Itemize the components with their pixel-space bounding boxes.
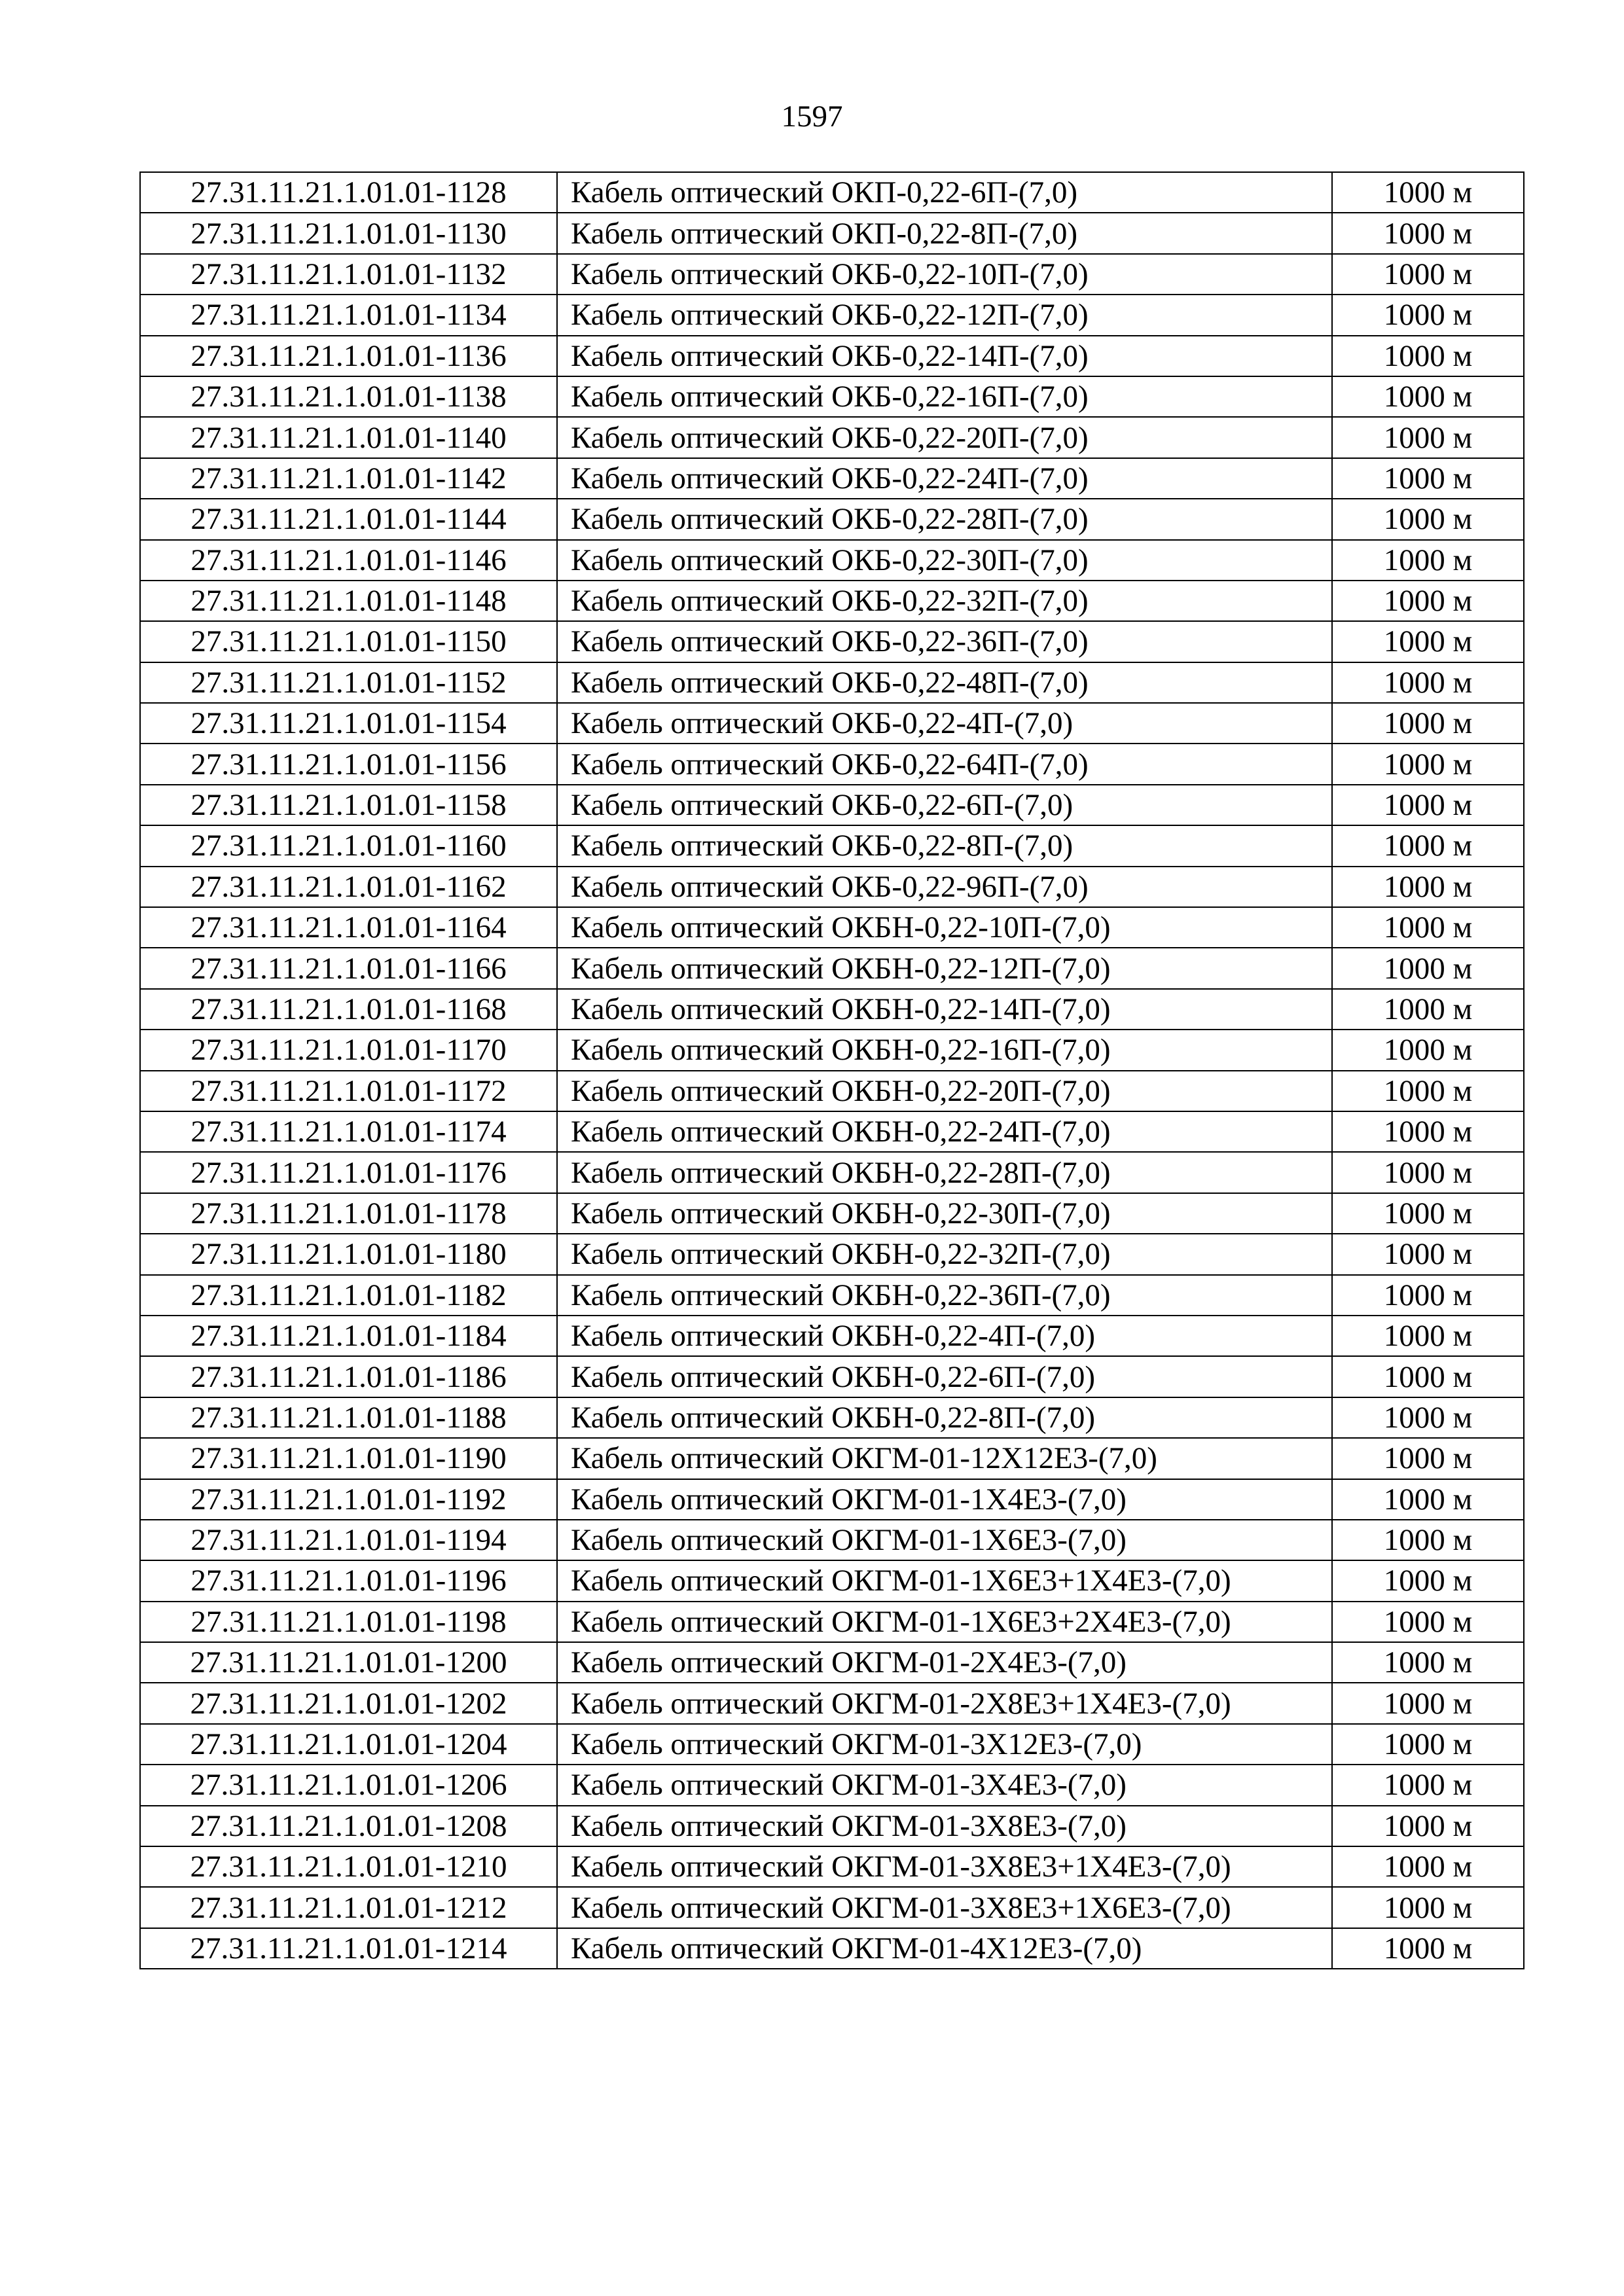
name-cell: Кабель оптический ОКГМ-01-12Х12Е3-(7,0) — [557, 1438, 1332, 1479]
code-cell: 27.31.11.21.1.01.01-1186 — [140, 1356, 557, 1397]
code-cell: 27.31.11.21.1.01.01-1148 — [140, 581, 557, 621]
table-row — [140, 1765, 1524, 1805]
name-cell: Кабель оптический ОКБН-0,22-12П-(7,0) — [557, 948, 1332, 988]
unit-cell: 1000 м — [1332, 662, 1524, 703]
table-row — [140, 1560, 1524, 1601]
table-body — [140, 172, 1524, 1969]
code-cell: 27.31.11.21.1.01.01-1134 — [140, 295, 557, 335]
code-cell: 27.31.11.21.1.01.01-1132 — [140, 254, 557, 295]
name-cell: Кабель оптический ОКБН-0,22-36П-(7,0) — [557, 1275, 1332, 1316]
unit-cell: 1000 м — [1332, 703, 1524, 744]
name-cell: Кабель оптический ОКГМ-01-4Х12Е3-(7,0) — [557, 1928, 1332, 1969]
table-row — [140, 785, 1524, 825]
name-cell: Кабель оптический ОКБ-0,22-30П-(7,0) — [557, 540, 1332, 581]
name-cell: Кабель оптический ОКБ-0,22-64П-(7,0) — [557, 744, 1332, 784]
table-row — [140, 1438, 1524, 1479]
table-row — [140, 1642, 1524, 1683]
code-cell: 27.31.11.21.1.01.01-1198 — [140, 1602, 557, 1642]
unit-cell: 1000 м — [1332, 417, 1524, 457]
code-cell: 27.31.11.21.1.01.01-1156 — [140, 744, 557, 784]
code-cell: 27.31.11.21.1.01.01-1154 — [140, 703, 557, 744]
code-cell: 27.31.11.21.1.01.01-1174 — [140, 1111, 557, 1152]
code-cell: 27.31.11.21.1.01.01-1206 — [140, 1765, 557, 1805]
code-cell: 27.31.11.21.1.01.01-1146 — [140, 540, 557, 581]
table-row — [140, 1520, 1524, 1560]
table-row — [140, 1479, 1524, 1520]
table-row — [140, 1724, 1524, 1765]
code-cell: 27.31.11.21.1.01.01-1130 — [140, 213, 557, 253]
name-cell: Кабель оптический ОКБ-0,22-12П-(7,0) — [557, 295, 1332, 335]
code-cell: 27.31.11.21.1.01.01-1128 — [140, 172, 557, 213]
table-row — [140, 417, 1524, 457]
table-row — [140, 867, 1524, 907]
table-row — [140, 907, 1524, 948]
unit-cell: 1000 м — [1332, 1765, 1524, 1805]
unit-cell: 1000 м — [1332, 376, 1524, 417]
name-cell: Кабель оптический ОКБН-0,22-4П-(7,0) — [557, 1316, 1332, 1356]
table-row — [140, 1846, 1524, 1887]
table-row — [140, 1356, 1524, 1397]
code-cell: 27.31.11.21.1.01.01-1194 — [140, 1520, 557, 1560]
name-cell: Кабель оптический ОКГМ-01-3Х4Е3-(7,0) — [557, 1765, 1332, 1805]
table-row — [140, 1887, 1524, 1928]
unit-cell: 1000 м — [1332, 458, 1524, 499]
name-cell: Кабель оптический ОКБН-0,22-20П-(7,0) — [557, 1071, 1332, 1111]
unit-cell: 1000 м — [1332, 1520, 1524, 1560]
unit-cell: 1000 м — [1332, 1030, 1524, 1070]
table-row — [140, 1234, 1524, 1274]
name-cell: Кабель оптический ОКГМ-01-1Х6Е3-(7,0) — [557, 1520, 1332, 1560]
name-cell: Кабель оптический ОКБ-0,22-28П-(7,0) — [557, 499, 1332, 539]
table-row — [140, 254, 1524, 295]
table-row — [140, 581, 1524, 621]
name-cell: Кабель оптический ОКГМ-01-1Х4Е3-(7,0) — [557, 1479, 1332, 1520]
page-number: 1597 — [781, 99, 843, 134]
code-cell: 27.31.11.21.1.01.01-1152 — [140, 662, 557, 703]
unit-cell: 1000 м — [1332, 1111, 1524, 1152]
code-cell: 27.31.11.21.1.01.01-1202 — [140, 1683, 557, 1723]
table-row — [140, 1683, 1524, 1723]
table-row — [140, 376, 1524, 417]
unit-cell: 1000 м — [1332, 621, 1524, 662]
table-row — [140, 499, 1524, 539]
table-row — [140, 1806, 1524, 1846]
name-cell: Кабель оптический ОКБН-0,22-10П-(7,0) — [557, 907, 1332, 948]
unit-cell: 1000 м — [1332, 336, 1524, 376]
unit-cell: 1000 м — [1332, 1234, 1524, 1274]
unit-cell: 1000 м — [1332, 1316, 1524, 1356]
name-cell: Кабель оптический ОКБ-0,22-6П-(7,0) — [557, 785, 1332, 825]
unit-cell: 1000 м — [1332, 581, 1524, 621]
name-cell: Кабель оптический ОКБН-0,22-24П-(7,0) — [557, 1111, 1332, 1152]
name-cell: Кабель оптический ОКБН-0,22-8П-(7,0) — [557, 1397, 1332, 1438]
code-cell: 27.31.11.21.1.01.01-1138 — [140, 376, 557, 417]
name-cell: Кабель оптический ОКБ-0,22-32П-(7,0) — [557, 581, 1332, 621]
table-row — [140, 1602, 1524, 1642]
unit-cell: 1000 м — [1332, 1560, 1524, 1601]
name-cell: Кабель оптический ОКГМ-01-3Х12Е3-(7,0) — [557, 1724, 1332, 1765]
code-cell: 27.31.11.21.1.01.01-1190 — [140, 1438, 557, 1479]
unit-cell: 1000 м — [1332, 295, 1524, 335]
unit-cell: 1000 м — [1332, 1928, 1524, 1969]
name-cell: Кабель оптический ОКБН-0,22-30П-(7,0) — [557, 1193, 1332, 1234]
table-row — [140, 540, 1524, 581]
name-cell: Кабель оптический ОКГМ-01-3Х8Е3+1Х4Е3-(7,0) — [557, 1846, 1332, 1887]
name-cell: Кабель оптический ОКБН-0,22-6П-(7,0) — [557, 1356, 1332, 1397]
table-row — [140, 1397, 1524, 1438]
code-cell: 27.31.11.21.1.01.01-1172 — [140, 1071, 557, 1111]
code-cell: 27.31.11.21.1.01.01-1158 — [140, 785, 557, 825]
code-cell: 27.31.11.21.1.01.01-1160 — [140, 825, 557, 866]
unit-cell: 1000 м — [1332, 825, 1524, 866]
code-cell: 27.31.11.21.1.01.01-1180 — [140, 1234, 557, 1274]
price-table — [139, 171, 1525, 1969]
name-cell: Кабель оптический ОКГМ-01-1Х6Е3+1Х4Е3-(7,0) — [557, 1560, 1332, 1601]
code-cell: 27.31.11.21.1.01.01-1142 — [140, 458, 557, 499]
code-cell: 27.31.11.21.1.01.01-1188 — [140, 1397, 557, 1438]
name-cell: Кабель оптический ОКП-0,22-8П-(7,0) — [557, 213, 1332, 253]
table-row — [140, 703, 1524, 744]
code-cell: 27.31.11.21.1.01.01-1168 — [140, 989, 557, 1030]
code-cell: 27.31.11.21.1.01.01-1196 — [140, 1560, 557, 1601]
unit-cell: 1000 м — [1332, 1642, 1524, 1683]
unit-cell: 1000 м — [1332, 1479, 1524, 1520]
name-cell: Кабель оптический ОКГМ-01-2Х8Е3+1Х4Е3-(7,0) — [557, 1683, 1332, 1723]
unit-cell: 1000 м — [1332, 907, 1524, 948]
table-row — [140, 621, 1524, 662]
code-cell: 27.31.11.21.1.01.01-1184 — [140, 1316, 557, 1356]
table-row — [140, 1152, 1524, 1193]
name-cell: Кабель оптический ОКБ-0,22-4П-(7,0) — [557, 703, 1332, 744]
code-cell: 27.31.11.21.1.01.01-1204 — [140, 1724, 557, 1765]
code-cell: 27.31.11.21.1.01.01-1150 — [140, 621, 557, 662]
name-cell: Кабель оптический ОКБ-0,22-20П-(7,0) — [557, 417, 1332, 457]
table-row — [140, 336, 1524, 376]
code-cell: 27.31.11.21.1.01.01-1176 — [140, 1152, 557, 1193]
code-cell: 27.31.11.21.1.01.01-1212 — [140, 1887, 557, 1928]
unit-cell: 1000 м — [1332, 1152, 1524, 1193]
unit-cell: 1000 м — [1332, 1887, 1524, 1928]
unit-cell: 1000 м — [1332, 1438, 1524, 1479]
name-cell: Кабель оптический ОКБ-0,22-96П-(7,0) — [557, 867, 1332, 907]
table-row — [140, 172, 1524, 213]
table-row — [140, 948, 1524, 988]
name-cell: Кабель оптический ОКГМ-01-3Х8Е3+1Х6Е3-(7,0) — [557, 1887, 1332, 1928]
table-row — [140, 825, 1524, 866]
unit-cell: 1000 м — [1332, 1806, 1524, 1846]
name-cell: Кабель оптический ОКГМ-01-3Х8Е3-(7,0) — [557, 1806, 1332, 1846]
name-cell: Кабель оптический ОКБН-0,22-28П-(7,0) — [557, 1152, 1332, 1193]
table-row — [140, 295, 1524, 335]
unit-cell: 1000 м — [1332, 1071, 1524, 1111]
code-cell: 27.31.11.21.1.01.01-1166 — [140, 948, 557, 988]
code-cell: 27.31.11.21.1.01.01-1200 — [140, 1642, 557, 1683]
table-row — [140, 1071, 1524, 1111]
name-cell: Кабель оптический ОКБ-0,22-48П-(7,0) — [557, 662, 1332, 703]
name-cell: Кабель оптический ОКБН-0,22-16П-(7,0) — [557, 1030, 1332, 1070]
code-cell: 27.31.11.21.1.01.01-1208 — [140, 1806, 557, 1846]
unit-cell: 1000 м — [1332, 989, 1524, 1030]
unit-cell: 1000 м — [1332, 499, 1524, 539]
name-cell: Кабель оптический ОКБ-0,22-14П-(7,0) — [557, 336, 1332, 376]
code-cell: 27.31.11.21.1.01.01-1140 — [140, 417, 557, 457]
table-row — [140, 662, 1524, 703]
table-row — [140, 458, 1524, 499]
code-cell: 27.31.11.21.1.01.01-1210 — [140, 1846, 557, 1887]
code-cell: 27.31.11.21.1.01.01-1214 — [140, 1928, 557, 1969]
code-cell: 27.31.11.21.1.01.01-1144 — [140, 499, 557, 539]
name-cell: Кабель оптический ОКБ-0,22-8П-(7,0) — [557, 825, 1332, 866]
name-cell: Кабель оптический ОКП-0,22-6П-(7,0) — [557, 172, 1332, 213]
table-row — [140, 1111, 1524, 1152]
unit-cell: 1000 м — [1332, 1193, 1524, 1234]
name-cell: Кабель оптический ОКГМ-01-2Х4Е3-(7,0) — [557, 1642, 1332, 1683]
table-row — [140, 213, 1524, 253]
unit-cell: 1000 м — [1332, 172, 1524, 213]
unit-cell: 1000 м — [1332, 1275, 1524, 1316]
code-cell: 27.31.11.21.1.01.01-1170 — [140, 1030, 557, 1070]
unit-cell: 1000 м — [1332, 1397, 1524, 1438]
unit-cell: 1000 м — [1332, 1602, 1524, 1642]
unit-cell: 1000 м — [1332, 785, 1524, 825]
unit-cell: 1000 м — [1332, 867, 1524, 907]
code-cell: 27.31.11.21.1.01.01-1164 — [140, 907, 557, 948]
name-cell: Кабель оптический ОКБ-0,22-10П-(7,0) — [557, 254, 1332, 295]
unit-cell: 1000 м — [1332, 744, 1524, 784]
code-cell: 27.31.11.21.1.01.01-1182 — [140, 1275, 557, 1316]
unit-cell: 1000 м — [1332, 1683, 1524, 1723]
table-row — [140, 1275, 1524, 1316]
code-cell: 27.31.11.21.1.01.01-1162 — [140, 867, 557, 907]
table-row — [140, 744, 1524, 784]
unit-cell: 1000 м — [1332, 948, 1524, 988]
code-cell: 27.31.11.21.1.01.01-1178 — [140, 1193, 557, 1234]
unit-cell: 1000 м — [1332, 540, 1524, 581]
table-row — [140, 1030, 1524, 1070]
code-cell: 27.31.11.21.1.01.01-1136 — [140, 336, 557, 376]
unit-cell: 1000 м — [1332, 1356, 1524, 1397]
unit-cell: 1000 м — [1332, 213, 1524, 253]
name-cell: Кабель оптический ОКБН-0,22-32П-(7,0) — [557, 1234, 1332, 1274]
name-cell: Кабель оптический ОКБ-0,22-16П-(7,0) — [557, 376, 1332, 417]
unit-cell: 1000 м — [1332, 254, 1524, 295]
name-cell: Кабель оптический ОКБ-0,22-36П-(7,0) — [557, 621, 1332, 662]
code-cell: 27.31.11.21.1.01.01-1192 — [140, 1479, 557, 1520]
table-row — [140, 1928, 1524, 1969]
table-row — [140, 989, 1524, 1030]
table-row — [140, 1316, 1524, 1356]
unit-cell: 1000 м — [1332, 1724, 1524, 1765]
table-row — [140, 1193, 1524, 1234]
name-cell: Кабель оптический ОКГМ-01-1Х6Е3+2Х4Е3-(7,0) — [557, 1602, 1332, 1642]
name-cell: Кабель оптический ОКБ-0,22-24П-(7,0) — [557, 458, 1332, 499]
unit-cell: 1000 м — [1332, 1846, 1524, 1887]
name-cell: Кабель оптический ОКБН-0,22-14П-(7,0) — [557, 989, 1332, 1030]
